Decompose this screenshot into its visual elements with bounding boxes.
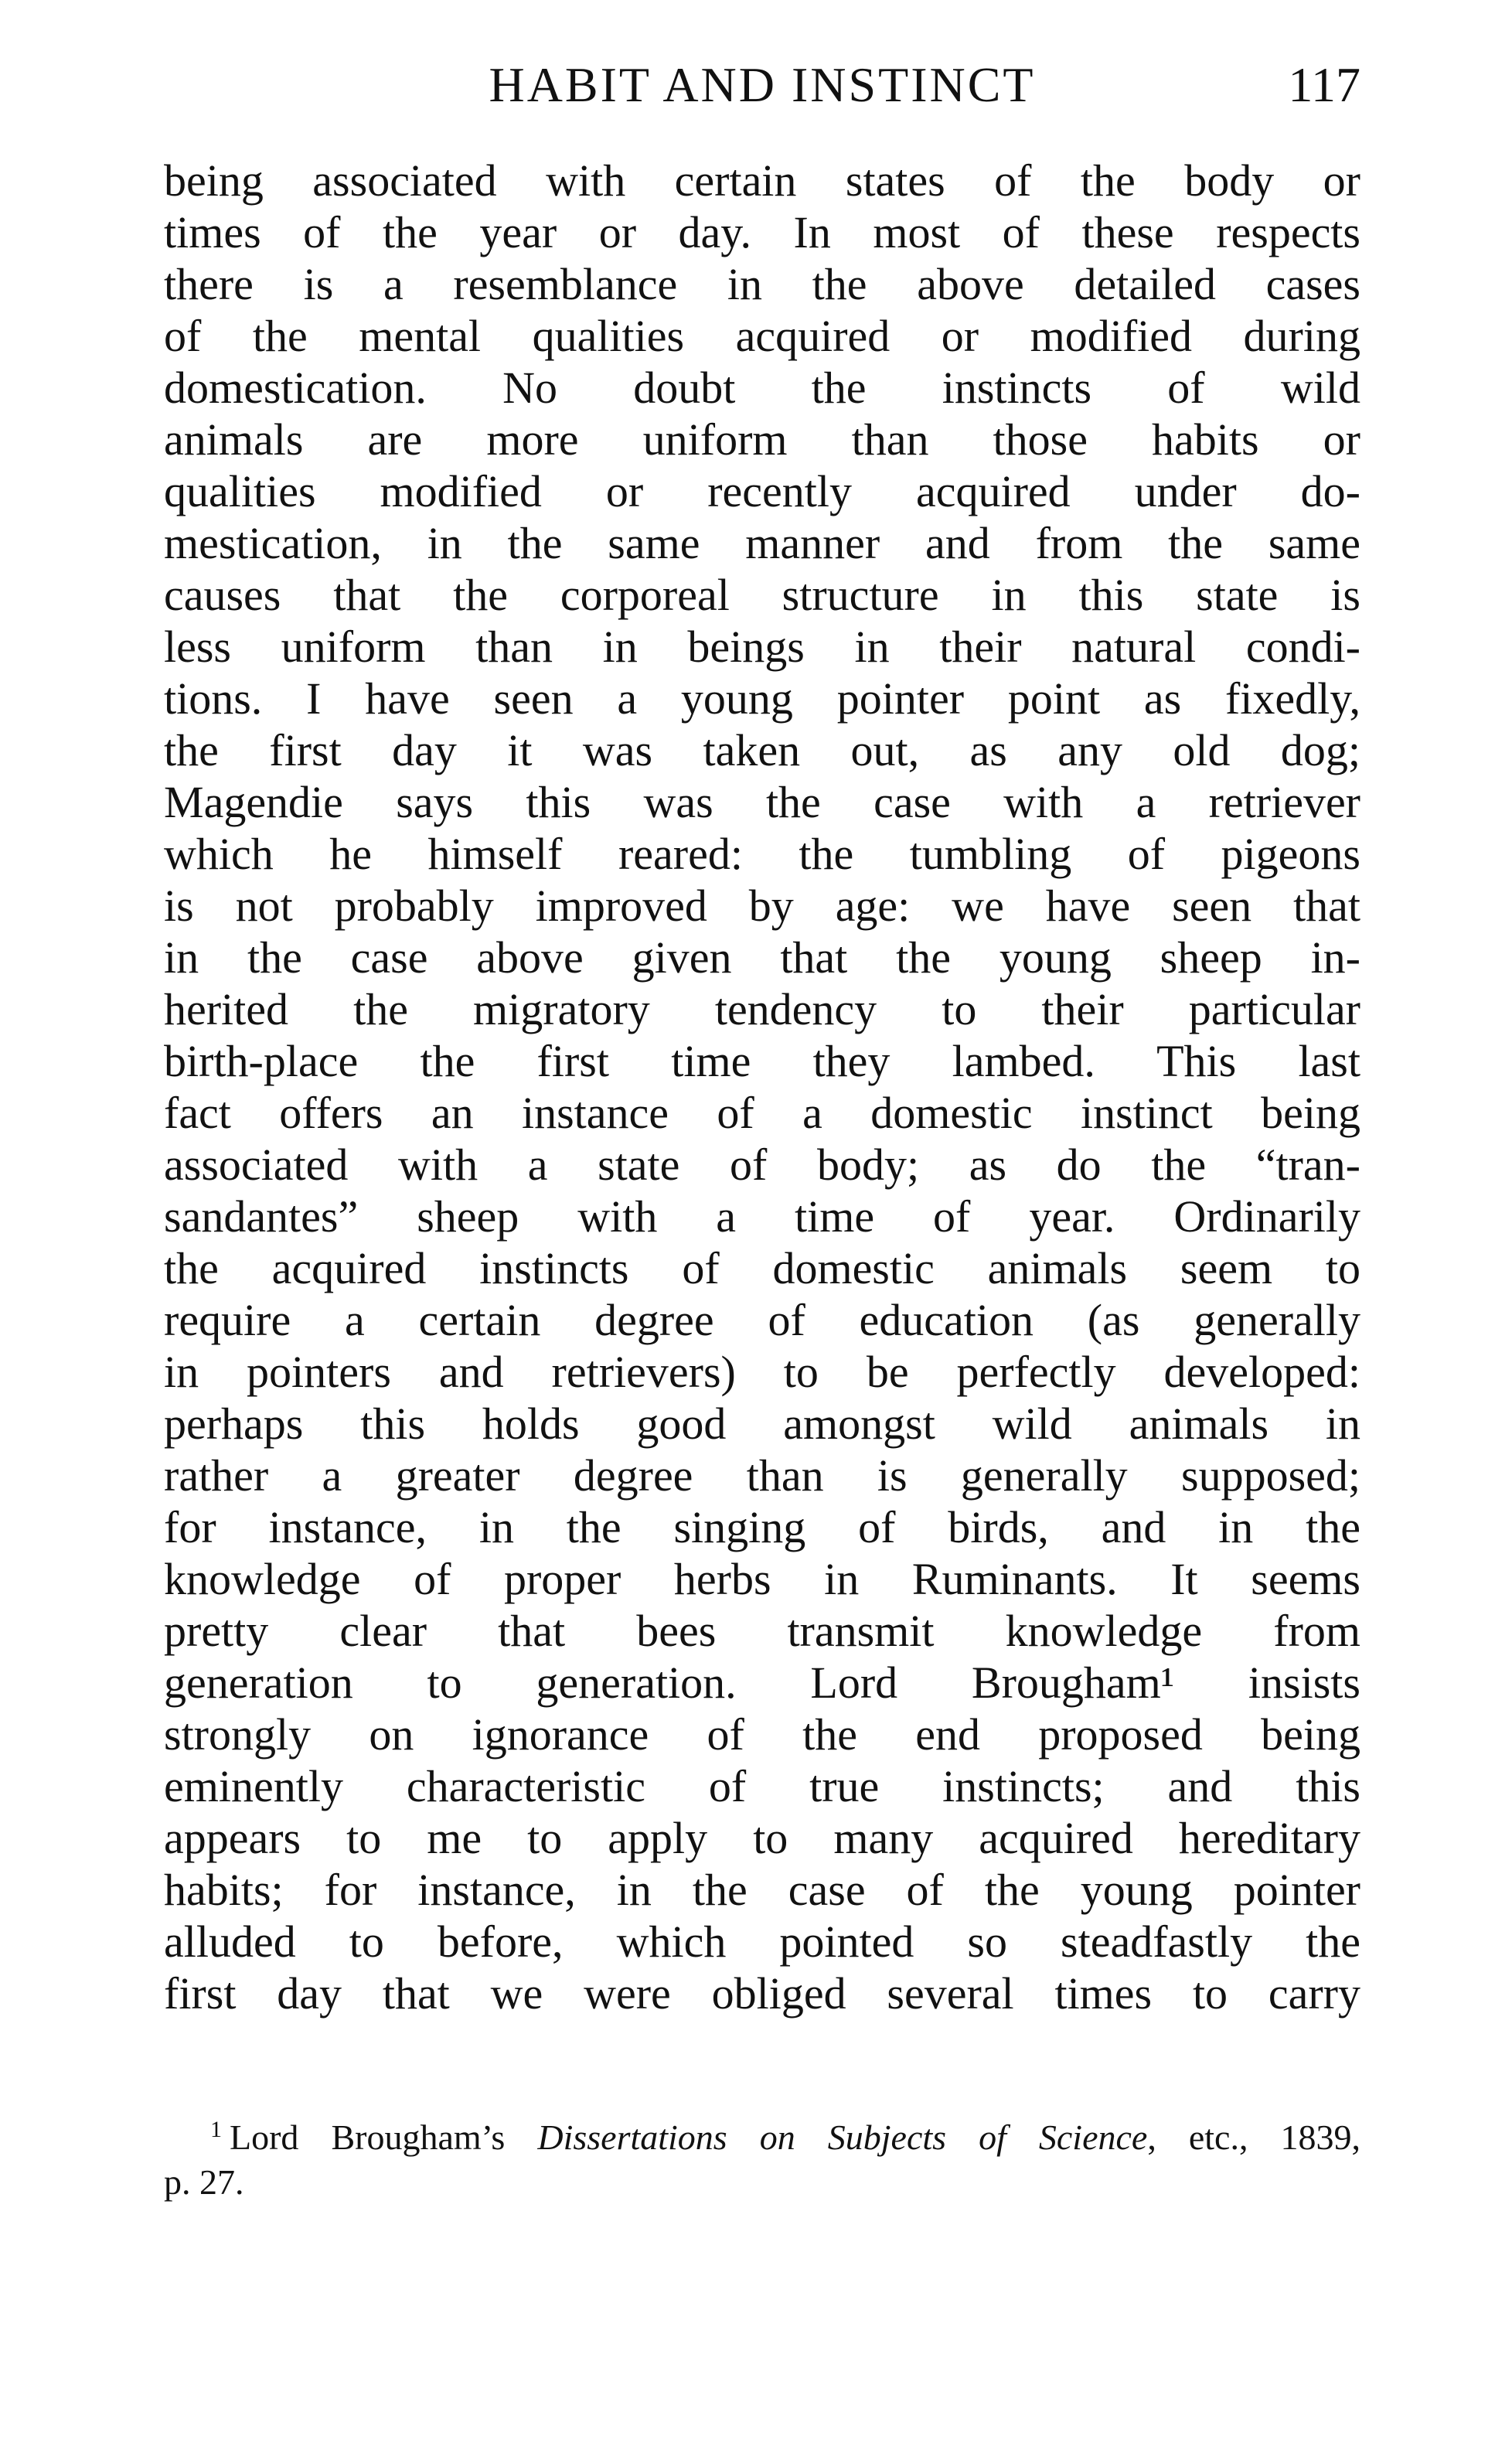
body-line: habits; for instance, in the case of the young pointer (164, 1865, 1360, 1915)
body-line: alluded to before, which pointed so steadfastly the (164, 1916, 1360, 1967)
body-line: the acquired instincts of domestic animals seem to (164, 1243, 1360, 1293)
body-line: there is a resemblance in the above detailed cases (164, 259, 1360, 309)
body-line: domestication. No doubt the instincts of wild (164, 363, 1360, 413)
footnote (164, 2107, 1360, 2205)
body-line: being associated with certain states of the body or (164, 155, 1360, 206)
body-line: tions. I have seen a young pointer point as fixedly, (164, 673, 1360, 724)
body-line: strongly on ignorance of the end proposed being (164, 1709, 1360, 1760)
running-title: HABIT AND INSTINCT (489, 57, 1036, 112)
body-line: first day that we were obliged several times to carry (164, 1968, 1360, 2019)
footnote-text-before: Lord Brougham’s (230, 2117, 538, 2157)
body-line: eminently characteristic of true instincts; and this (164, 1761, 1360, 1811)
body-line: birth-place the first time they lambed. This last (164, 1036, 1360, 1086)
body-line: of the mental qualities acquired or modified during (164, 311, 1360, 361)
body-line: less uniform than in beings in their natural condi- (164, 622, 1360, 672)
body-line: animals are more uniform than those habits or (164, 414, 1360, 465)
body-text (164, 155, 1360, 2019)
body-line: perhaps this holds good amongst wild animals in (164, 1399, 1360, 1449)
body-line: Magendie says this was the case with a retriever (164, 777, 1360, 827)
body-line: in pointers and retrievers) to be perfectly developed: (164, 1347, 1360, 1397)
body-line: appears to me to apply to many acquired hereditary (164, 1813, 1360, 1863)
body-line: associated with a state of body; as do the “tran- (164, 1140, 1360, 1190)
footnote-continuation: p. 27. (164, 2162, 244, 2202)
body-line: causes that the corporeal structure in this state is (164, 570, 1360, 620)
footnote-marker: 1 (210, 2117, 222, 2142)
body-line: fact offers an instance of a domestic instinct being (164, 1088, 1360, 1138)
body-line: pretty clear that bees transmit knowledge from (164, 1606, 1360, 1656)
body-line: the first day it was taken out, as any old dog; (164, 725, 1360, 775)
body-line: for instance, in the singing of birds, and in the (164, 1502, 1360, 1552)
body-line: generation to generation. Lord Brougham¹ insists (164, 1657, 1360, 1708)
body-line: qualities modified or recently acquired under do- (164, 466, 1360, 516)
page-number: 117 (1288, 57, 1360, 112)
body-line: mestication, in the same manner and from the same (164, 518, 1360, 568)
body-line: times of the year or day. In most of these respects (164, 207, 1360, 257)
body-line: herited the migratory tendency to their particular (164, 984, 1360, 1034)
body-line: knowledge of proper herbs in Ruminants. It seems (164, 1554, 1360, 1604)
body-line: in the case above given that the young sheep in- (164, 932, 1360, 983)
body-line: is not probably improved by age: we have seen that (164, 881, 1360, 931)
body-line: require a certain degree of education (as generally (164, 1295, 1360, 1345)
footnote-line (164, 2107, 1360, 2160)
footnote-text-after: , etc., 1839, (1147, 2117, 1360, 2157)
footnote-italic-title: Dissertations on Subjects of Science (537, 2117, 1148, 2157)
body-line: rather a greater degree than is generally supposed; (164, 1450, 1360, 1501)
body-line: which he himself reared: the tumbling of pigeons (164, 829, 1360, 879)
running-head (164, 54, 1360, 116)
body-line: sandantes” sheep with a time of year. Ordinarily (164, 1191, 1360, 1242)
